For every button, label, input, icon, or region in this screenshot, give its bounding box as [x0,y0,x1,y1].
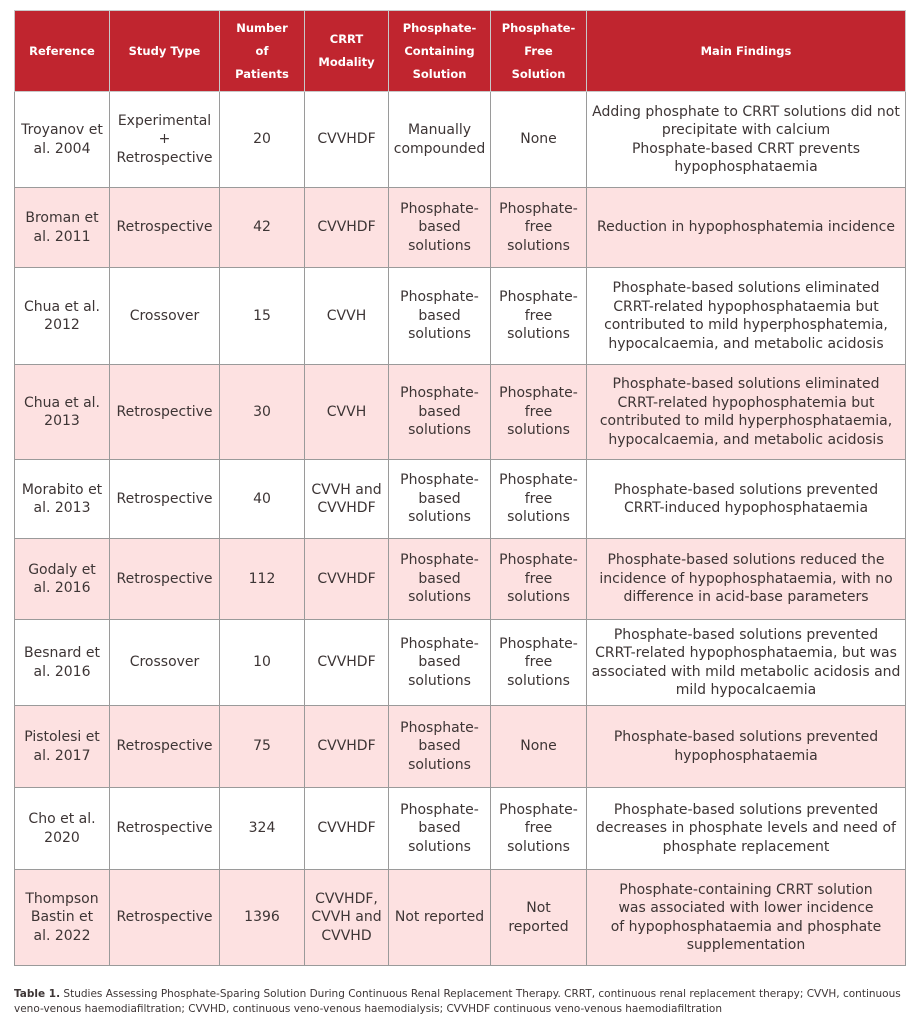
cell-modality: CVVHDF [305,92,389,188]
cell-study-type: Retrospective [110,706,220,788]
cell-main-findings: Phosphate-based solutions prevented decreases in phosphate levels and need of phosphate replacement [587,788,906,870]
table-row [15,188,906,268]
cell-study-type: Retrospective [110,188,220,268]
cell-modality: CVVHDF, CVVH and CVVHD [305,870,389,966]
caption-text: Studies Assessing Phosphate-Sparing Solution During Continuous Renal Replacement Therapy. CRRT, continuous renal replacement therapy; CVVH, continuous veno-venous haemodiafiltration; CVVHD, continuous veno-venous haemodialysis; CVVHDF continuous veno-venous haemodiafiltration [14,988,901,1015]
cell-reference: Chua et al. 2012 [15,268,110,365]
cell-main-findings: Phosphate-based solutions prevented CRRT-induced hypophosphataemia [587,460,906,539]
cell-patients: 20 [220,92,305,188]
cell-main-findings: Reduction in hypophosphatemia incidence [587,188,906,268]
header-study-type: Study Type [110,11,220,92]
cell-phosphate-containing: Phosphate- based solutions [389,620,491,706]
cell-reference: Besnard et al. 2016 [15,620,110,706]
cell-phosphate-free: None [491,706,587,788]
header-main-findings: Main Findings [587,11,906,92]
cell-phosphate-containing: Phosphate- based solutions [389,539,491,620]
cell-phosphate-containing: Phosphate- based solutions [389,268,491,365]
header-crrt-modality: CRRT Modality [305,11,389,92]
cell-phosphate-free: Phosphate- free solutions [491,788,587,870]
cell-phosphate-free: Not reported [491,870,587,966]
cell-study-type: Experimental + Retrospective [110,92,220,188]
cell-modality: CVVH [305,365,389,460]
cell-phosphate-free: Phosphate- free solutions [491,460,587,539]
cell-patients: 30 [220,365,305,460]
cell-phosphate-containing: Phosphate- based solutions [389,188,491,268]
cell-patients: 42 [220,188,305,268]
cell-study-type: Crossover [110,620,220,706]
cell-reference: Godaly et al. 2016 [15,539,110,620]
cell-patients: 75 [220,706,305,788]
cell-phosphate-containing: Phosphate- based solutions [389,706,491,788]
cell-patients: 40 [220,460,305,539]
cell-patients: 15 [220,268,305,365]
cell-phosphate-containing: Not reported [389,870,491,966]
cell-main-findings: Phosphate-based solutions prevented CRRT-related hypophosphataemia, but was associated with mild metabolic acidosis and mild hypocalcaemia [587,620,906,706]
table-row [15,788,906,870]
cell-modality: CVVHDF [305,188,389,268]
header-row [15,11,906,92]
header-number-of-patients: Number of Patients [220,11,305,92]
cell-study-type: Retrospective [110,460,220,539]
studies-table-container [14,10,905,966]
cell-phosphate-free: Phosphate- free solutions [491,365,587,460]
cell-main-findings: Adding phosphate to CRRT solutions did not precipitate with calcium Phosphate-based CRRT prevents hypophosphataemia [587,92,906,188]
cell-phosphate-free: Phosphate- free solutions [491,620,587,706]
header-phosphate-free-solution: Phosphate- Free Solution [491,11,587,92]
cell-study-type: Retrospective [110,788,220,870]
cell-modality: CVVH and CVVHDF [305,460,389,539]
studies-table [14,10,906,966]
cell-modality: CVVHDF [305,788,389,870]
cell-patients: 1396 [220,870,305,966]
cell-main-findings: Phosphate-based solutions reduced the incidence of hypophosphataemia, with no difference in acid-base parameters [587,539,906,620]
table-row [15,539,906,620]
cell-modality: CVVH [305,268,389,365]
caption-label: Table 1. [14,988,61,1000]
cell-patients: 10 [220,620,305,706]
cell-patients: 324 [220,788,305,870]
cell-modality: CVVHDF [305,620,389,706]
cell-reference: Broman et al. 2011 [15,188,110,268]
cell-modality: CVVHDF [305,539,389,620]
cell-phosphate-free: None [491,92,587,188]
cell-reference: Morabito et al. 2013 [15,460,110,539]
header-reference: Reference [15,11,110,92]
cell-main-findings: Phosphate-based solutions prevented hypophosphataemia [587,706,906,788]
cell-study-type: Retrospective [110,539,220,620]
table-row [15,460,906,539]
table-caption [14,987,904,1017]
cell-phosphate-containing: Phosphate- based solutions [389,365,491,460]
cell-patients: 112 [220,539,305,620]
cell-reference: Cho et al. 2020 [15,788,110,870]
table-row [15,620,906,706]
cell-phosphate-containing: Phosphate- based solutions [389,460,491,539]
cell-main-findings: Phosphate-based solutions eliminated CRRT-related hypophosphatemia but contributed to mild hyperphosphataemia, hypocalcaemia, and metabolic acidosis [587,365,906,460]
cell-study-type: Crossover [110,268,220,365]
cell-phosphate-free: Phosphate- free solutions [491,539,587,620]
cell-reference: Troyanov et al. 2004 [15,92,110,188]
cell-reference: Pistolesi et al. 2017 [15,706,110,788]
header-phosphate-containing-solution: Phosphate- Containing Solution [389,11,491,92]
cell-phosphate-free: Phosphate- free solutions [491,188,587,268]
table-row [15,365,906,460]
cell-main-findings: Phosphate-based solutions eliminated CRRT-related hypophosphataemia but contributed to mild hyperphosphatemia, hypocalcaemia, and metabolic acidosis [587,268,906,365]
cell-phosphate-containing: Phosphate- based solutions [389,788,491,870]
table-row [15,706,906,788]
cell-reference: Chua et al. 2013 [15,365,110,460]
cell-study-type: Retrospective [110,870,220,966]
cell-reference: Thompson Bastin et al. 2022 [15,870,110,966]
cell-main-findings: Phosphate-containing CRRT solution was associated with lower incidence of hypophosphataemia and phosphate supplementation [587,870,906,966]
cell-phosphate-containing: Manually compounded [389,92,491,188]
cell-phosphate-free: Phosphate- free solutions [491,268,587,365]
table-row [15,268,906,365]
table-row [15,92,906,188]
table-row [15,870,906,966]
cell-modality: CVVHDF [305,706,389,788]
cell-study-type: Retrospective [110,365,220,460]
